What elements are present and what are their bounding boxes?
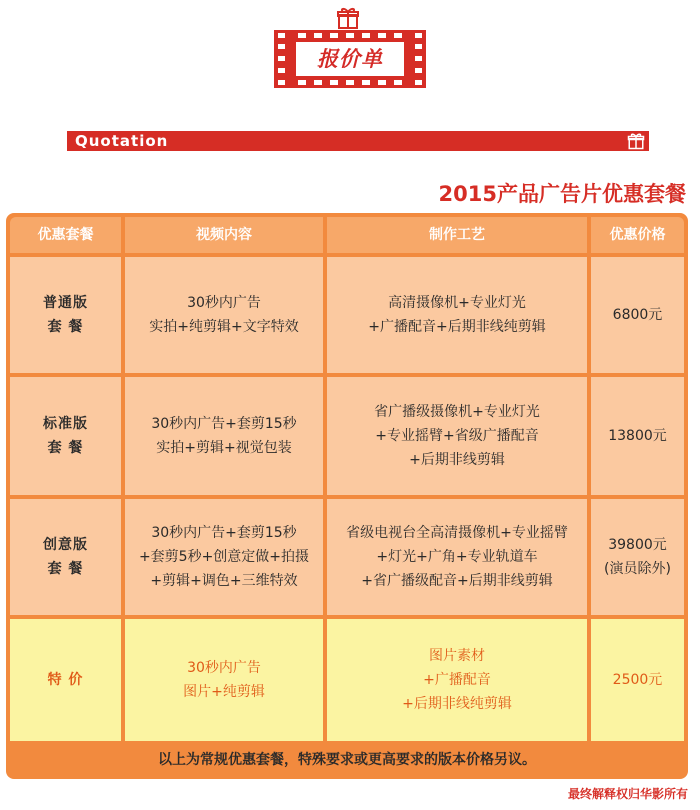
copyright-note: 最终解释权归华影所有 bbox=[567, 787, 688, 801]
video-content: 30秒内广告+套剪15秒 实拍+剪辑+视觉包装 bbox=[125, 377, 323, 495]
package-name: 创意版 套 餐 bbox=[10, 499, 121, 615]
video-content: 30秒内广告 图片+纯剪辑 bbox=[125, 619, 323, 741]
package-subtitle: 2015产品广告片优惠套餐 bbox=[438, 182, 686, 206]
column-header: 视频内容 bbox=[125, 217, 323, 253]
gift-icon bbox=[336, 6, 360, 30]
video-content: 30秒内广告 实拍+纯剪辑+文字特效 bbox=[125, 257, 323, 373]
column-header: 优惠套餐 bbox=[10, 217, 121, 253]
column-header: 制作工艺 bbox=[327, 217, 587, 253]
package-name-special: 特 价 bbox=[10, 619, 121, 741]
package-price: 39800元 (演员除外) bbox=[591, 499, 684, 615]
production-process: 省级电视台全高清摄像机+专业摇臂 +灯光+广角+专业轨道车 +省广播级配音+后期非线剪辑 bbox=[327, 499, 587, 615]
film-strip-badge bbox=[274, 30, 426, 88]
footer-note: 以上为常规优惠套餐，特殊要求或更高要求的版本价格另议。 bbox=[158, 752, 536, 768]
page-title: 报价单 bbox=[317, 47, 383, 71]
package-name: 普通版 套 餐 bbox=[10, 257, 121, 373]
production-process: 高清摄像机+专业灯光 +广播配音+后期非线纯剪辑 bbox=[327, 257, 587, 373]
production-process: 省广播级摄像机+专业灯光 +专业摇臂+省级广播配音 +后期非线剪辑 bbox=[327, 377, 587, 495]
price-table bbox=[6, 213, 688, 779]
package-price: 2500元 bbox=[591, 619, 684, 741]
quotation-label: Quotation bbox=[75, 132, 169, 150]
package-price: 13800元 bbox=[591, 377, 684, 495]
gift-icon bbox=[627, 132, 645, 150]
package-name: 标准版 套 餐 bbox=[10, 377, 121, 495]
quotation-bar bbox=[67, 131, 649, 151]
production-process: 图片素材 +广播配音 +后期非线纯剪辑 bbox=[327, 619, 587, 741]
column-header: 优惠价格 bbox=[591, 217, 684, 253]
package-price: 6800元 bbox=[591, 257, 684, 373]
video-content: 30秒内广告+套剪15秒 +套剪5秒+创意定做+拍摄 +剪辑+调色+三维特效 bbox=[125, 499, 323, 615]
